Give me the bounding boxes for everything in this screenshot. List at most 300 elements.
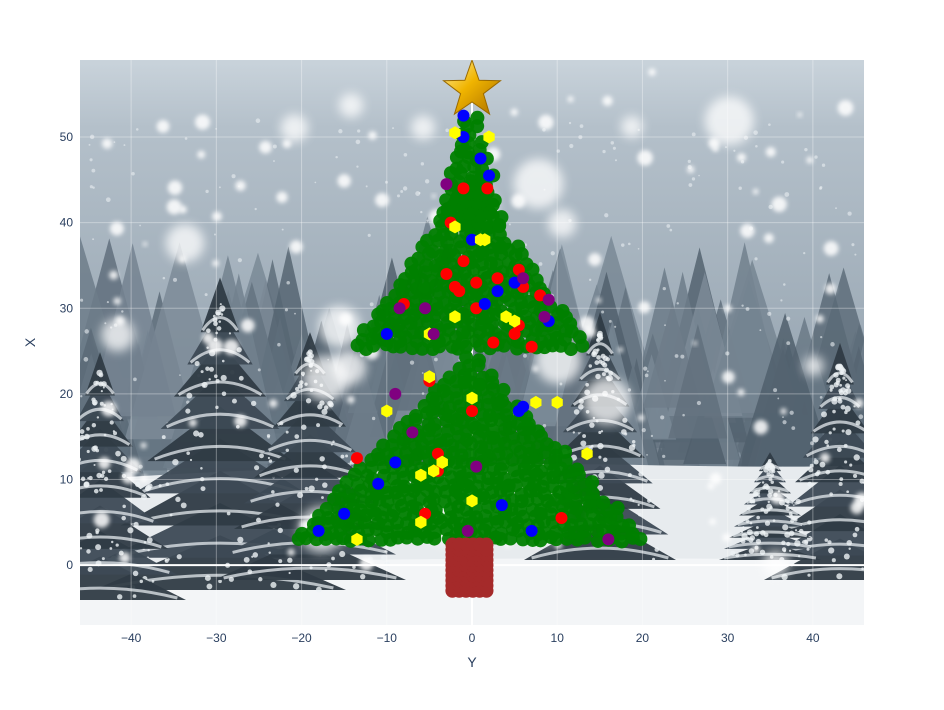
snowflake bbox=[109, 271, 118, 280]
fir-snow-speck bbox=[825, 470, 830, 475]
ornament-point bbox=[517, 401, 529, 413]
fir-snow-speck bbox=[97, 416, 99, 418]
ornament-point bbox=[543, 294, 555, 306]
snowflake bbox=[710, 473, 722, 485]
fir-snow-speck bbox=[33, 594, 37, 598]
fir-snow-speck bbox=[289, 572, 291, 574]
fir-snow-speck bbox=[573, 431, 575, 433]
snowflake bbox=[115, 316, 125, 326]
snowflake bbox=[411, 116, 435, 140]
fir-snow-speck bbox=[598, 456, 601, 459]
fir-snow-speck bbox=[846, 490, 849, 493]
x-tick-label: −10 bbox=[376, 631, 397, 645]
ornament-point bbox=[462, 525, 474, 537]
tree-point bbox=[470, 111, 484, 125]
fir-snow-speck bbox=[104, 477, 108, 481]
fir-snow-speck bbox=[141, 494, 147, 500]
y-tick-label: 50 bbox=[59, 130, 73, 145]
fir-snow-speck bbox=[309, 566, 312, 569]
snowflake bbox=[583, 377, 631, 425]
fir-snow-speck bbox=[865, 526, 870, 531]
fir-snow-speck bbox=[251, 401, 256, 406]
snowflake bbox=[347, 396, 355, 404]
fir-snow-speck bbox=[222, 360, 225, 363]
fir-snow-speck bbox=[868, 546, 872, 550]
fir-snow-speck bbox=[831, 398, 837, 404]
trunk-point bbox=[479, 538, 493, 552]
fir-snow-speck bbox=[853, 474, 857, 478]
forest-snow-speck bbox=[91, 169, 95, 173]
fir-snow-speck bbox=[190, 459, 192, 461]
forest-snow-speck bbox=[767, 312, 771, 316]
forest-snow-speck bbox=[400, 190, 403, 193]
forest-snow-speck bbox=[84, 329, 89, 334]
forest-snow-speck bbox=[370, 302, 374, 306]
forest-snow-speck bbox=[680, 355, 684, 359]
fir-snow-speck bbox=[221, 313, 224, 316]
forest-snow-speck bbox=[569, 122, 571, 124]
forest-snow-speck bbox=[415, 191, 420, 196]
snowflake bbox=[360, 557, 374, 571]
snowflake bbox=[568, 96, 574, 102]
fir-snow-speck bbox=[781, 541, 785, 545]
fir-snow-speck bbox=[45, 573, 48, 576]
fir-snow-speck bbox=[621, 429, 627, 435]
plot-area bbox=[14, 60, 916, 625]
forest-snow-speck bbox=[397, 194, 400, 197]
forest-snow-speck bbox=[421, 162, 424, 165]
forest-snow-speck bbox=[89, 144, 91, 146]
fir-snow-speck bbox=[604, 368, 609, 373]
fir-snow-speck bbox=[794, 540, 800, 546]
forest-snow-speck bbox=[851, 243, 854, 246]
ornament-point bbox=[440, 268, 452, 280]
ornament-point bbox=[419, 302, 431, 314]
fir-snow-speck bbox=[268, 552, 270, 554]
forest-snow-speck bbox=[746, 307, 750, 311]
fir-snow-speck bbox=[93, 445, 98, 450]
snowflake bbox=[763, 551, 789, 577]
fir-snow-speck bbox=[101, 390, 103, 392]
fir-snow-speck bbox=[42, 537, 47, 542]
forest-snow-speck bbox=[232, 174, 236, 178]
fir-snow-speck bbox=[836, 381, 840, 385]
forest-snow-speck bbox=[677, 302, 679, 304]
forest-snow-speck bbox=[356, 165, 358, 167]
fir-snow-speck bbox=[44, 555, 48, 559]
fir-snow-speck bbox=[345, 454, 348, 457]
forest-snow-speck bbox=[609, 320, 612, 323]
snowflake bbox=[780, 408, 786, 414]
fir-snow-speck bbox=[741, 533, 747, 539]
fir-snow-speck bbox=[145, 486, 150, 491]
fir-snow-speck bbox=[580, 440, 586, 446]
fir-snow-speck bbox=[601, 361, 606, 366]
snowflake bbox=[602, 96, 612, 106]
ornament-point bbox=[406, 426, 418, 438]
forest-snow-speck bbox=[445, 129, 449, 133]
snowflake bbox=[102, 138, 113, 149]
fir-snow-speck bbox=[286, 449, 289, 452]
fir-snow-speck bbox=[133, 571, 139, 577]
forest-snow-speck bbox=[664, 324, 666, 326]
fir-snow-speck bbox=[202, 382, 208, 388]
snowflake bbox=[838, 100, 854, 116]
fir-snow-speck bbox=[75, 499, 77, 501]
fir-snow-speck bbox=[321, 496, 324, 499]
fir-snow-speck bbox=[799, 529, 804, 534]
fir-snow-speck bbox=[574, 409, 580, 415]
ornament-point bbox=[496, 499, 508, 511]
fir-snow-speck bbox=[760, 550, 765, 555]
fir-snow-speck bbox=[102, 471, 105, 474]
fir-snow-speck bbox=[844, 444, 848, 448]
fir-snow-speck bbox=[162, 435, 166, 439]
forest-snow-speck bbox=[205, 293, 208, 296]
fir-snow-speck bbox=[256, 518, 261, 523]
ornament-point bbox=[372, 478, 384, 490]
fir-snow-speck bbox=[134, 522, 139, 527]
snowflake bbox=[212, 260, 219, 267]
forest-snow-speck bbox=[830, 342, 835, 347]
fir-snow-speck bbox=[205, 575, 211, 581]
forest-snow-speck bbox=[589, 279, 591, 281]
snowflake bbox=[202, 332, 214, 344]
snowflake bbox=[290, 240, 303, 253]
forest-snow-speck bbox=[628, 243, 631, 246]
fir-snow-speck bbox=[121, 516, 126, 521]
fir-snow-speck bbox=[52, 529, 56, 533]
fir-snow-speck bbox=[218, 320, 221, 323]
fir-snow-speck bbox=[290, 392, 296, 398]
forest-snow-speck bbox=[425, 179, 429, 183]
forest-snow-speck bbox=[810, 441, 814, 445]
snowflake bbox=[737, 153, 746, 162]
forest-snow-speck bbox=[286, 281, 290, 285]
fir-snow-speck bbox=[827, 540, 831, 544]
fir-snow-speck bbox=[830, 389, 833, 392]
fir-snow-speck bbox=[322, 482, 328, 488]
fir-snow-speck bbox=[821, 411, 827, 417]
fir-snow-speck bbox=[765, 485, 770, 490]
fir-snow-speck bbox=[594, 360, 599, 365]
forest-snow-speck bbox=[847, 212, 851, 216]
snowflake bbox=[752, 545, 760, 553]
fir-snow-speck bbox=[847, 386, 850, 389]
snowflake bbox=[326, 404, 331, 409]
ornament-point bbox=[389, 388, 401, 400]
fir-snow-speck bbox=[319, 400, 324, 405]
fir-snow-speck bbox=[746, 519, 750, 523]
snowflake bbox=[804, 356, 824, 376]
fir-snow-speck bbox=[86, 533, 92, 539]
snowflake bbox=[168, 180, 182, 194]
forest-snow-speck bbox=[682, 414, 685, 417]
fir-snow-speck bbox=[307, 355, 313, 361]
forest-snow-speck bbox=[92, 186, 95, 189]
fir-snow-speck bbox=[807, 574, 810, 577]
fir-snow-speck bbox=[766, 472, 770, 476]
fir-snow-speck bbox=[104, 434, 107, 437]
fir-snow-speck bbox=[598, 472, 604, 478]
fir-snow-speck bbox=[93, 464, 95, 466]
forest-snow-speck bbox=[822, 164, 825, 167]
forest-snow-speck bbox=[688, 160, 691, 163]
ornament-point bbox=[313, 525, 325, 537]
snowflake bbox=[276, 192, 287, 203]
fir-snow-speck bbox=[140, 580, 143, 583]
y-tick-label: 10 bbox=[59, 472, 73, 487]
fir-snow-speck bbox=[807, 482, 812, 487]
fir-snow-speck bbox=[339, 551, 345, 557]
forest-snow-speck bbox=[404, 153, 408, 157]
x-tick-label: 10 bbox=[550, 631, 564, 645]
fir-snow-speck bbox=[102, 557, 105, 560]
series-trunk bbox=[445, 538, 493, 598]
x-tick-label: 40 bbox=[806, 631, 820, 645]
fir-snow-speck bbox=[294, 434, 299, 439]
fir-snow-speck bbox=[209, 367, 214, 372]
fir-snow-speck bbox=[825, 538, 829, 542]
fir-snow-speck bbox=[829, 431, 832, 434]
ornament-point bbox=[466, 405, 478, 417]
fir-snow-speck bbox=[597, 443, 603, 449]
fir-snow-speck bbox=[854, 454, 860, 460]
fir-snow-speck bbox=[117, 594, 122, 599]
fir-snow-speck bbox=[331, 557, 335, 561]
fir-snow-speck bbox=[622, 418, 627, 423]
forest-snow-speck bbox=[621, 243, 624, 246]
forest-snow-speck bbox=[602, 150, 605, 153]
forest-snow-speck bbox=[697, 401, 701, 405]
fir-snow-speck bbox=[829, 492, 833, 496]
fir-snow-speck bbox=[259, 453, 264, 458]
forest-snow-speck bbox=[698, 175, 700, 177]
snowflake bbox=[339, 313, 352, 326]
fir-snow-speck bbox=[270, 582, 276, 588]
tree-point bbox=[494, 210, 508, 224]
fir-snow-speck bbox=[770, 481, 773, 484]
fir-snow-speck bbox=[51, 513, 55, 517]
fir-snow-speck bbox=[258, 577, 262, 581]
fir-snow-speck bbox=[217, 326, 222, 331]
fir-snow-speck bbox=[838, 399, 843, 404]
fir-snow-speck bbox=[103, 387, 105, 389]
ornament-point bbox=[338, 508, 350, 520]
fir-snow-speck bbox=[638, 513, 642, 517]
forest-snow-speck bbox=[601, 310, 604, 313]
forest-snow-speck bbox=[835, 207, 837, 209]
fir-snow-speck bbox=[80, 547, 82, 549]
snowflake bbox=[235, 180, 245, 190]
x-tick-label: −30 bbox=[206, 631, 227, 645]
fir-snow-speck bbox=[115, 451, 121, 457]
fir-snow-speck bbox=[730, 551, 735, 556]
forest-snow-speck bbox=[410, 360, 414, 364]
snowflake bbox=[113, 297, 120, 304]
y-axis-label: X bbox=[22, 337, 38, 348]
x-tick-label: 0 bbox=[468, 631, 476, 645]
forest-snow-speck bbox=[791, 426, 795, 430]
ornament-point bbox=[389, 456, 401, 468]
forest-snow-speck bbox=[647, 370, 649, 372]
snowflake bbox=[596, 298, 601, 303]
ornament-point bbox=[483, 170, 495, 182]
snowflake bbox=[195, 115, 210, 130]
snowflake bbox=[850, 501, 863, 514]
fir-snow-speck bbox=[116, 544, 119, 547]
fir-snow-speck bbox=[824, 440, 828, 444]
ornament-point bbox=[457, 182, 469, 194]
fir-snow-speck bbox=[42, 556, 46, 560]
fir-snow-speck bbox=[77, 457, 81, 461]
ornament-point bbox=[492, 285, 504, 297]
fir-snow-speck bbox=[267, 434, 270, 437]
forest-snow-speck bbox=[688, 183, 692, 187]
ornament-point bbox=[509, 328, 521, 340]
fir-snow-speck bbox=[254, 465, 259, 470]
fir-snow-speck bbox=[735, 553, 739, 557]
forest-snow-speck bbox=[741, 304, 743, 306]
fir-snow-speck bbox=[647, 499, 651, 503]
fir-snow-speck bbox=[216, 312, 220, 316]
forest-snow-speck bbox=[692, 132, 696, 136]
forest-snow-speck bbox=[106, 197, 111, 202]
fir-snow-speck bbox=[762, 531, 765, 534]
fir-snow-speck bbox=[247, 569, 252, 574]
fir-snow-speck bbox=[748, 537, 753, 542]
forest-snow-speck bbox=[803, 252, 805, 254]
snowflake bbox=[98, 457, 110, 469]
snowflake bbox=[621, 116, 643, 138]
snowflake bbox=[223, 339, 239, 355]
forest-snow-speck bbox=[551, 251, 555, 255]
fir-snow-speck bbox=[790, 519, 794, 523]
fir-snow-speck bbox=[271, 490, 275, 494]
forest-snow-speck bbox=[294, 313, 296, 315]
forest-snow-speck bbox=[434, 358, 438, 362]
fir-snow-speck bbox=[43, 574, 48, 579]
fir-snow-speck bbox=[147, 549, 149, 551]
fir-snow-speck bbox=[845, 429, 851, 435]
forest-snow-speck bbox=[614, 326, 616, 328]
snowflake bbox=[771, 197, 786, 212]
fir-snow-speck bbox=[605, 467, 611, 473]
fir-snow-speck bbox=[122, 505, 125, 508]
forest-snow-speck bbox=[738, 186, 741, 189]
fir-snow-speck bbox=[782, 524, 788, 530]
fir-snow-speck bbox=[600, 334, 603, 337]
tree-point bbox=[570, 462, 584, 476]
fir-snow-speck bbox=[110, 420, 114, 424]
fir-snow-speck bbox=[201, 370, 204, 373]
fir-snow-speck bbox=[159, 484, 162, 487]
fir-snow-speck bbox=[108, 469, 112, 473]
forest-snow-speck bbox=[786, 317, 790, 321]
snowflake bbox=[705, 97, 754, 146]
forest-snow-speck bbox=[392, 127, 394, 129]
fir-snow-speck bbox=[269, 459, 272, 462]
fir-snow-speck bbox=[297, 492, 303, 498]
fir-snow-speck bbox=[828, 547, 834, 553]
fir-snow-speck bbox=[841, 405, 846, 410]
fir-snow-speck bbox=[763, 467, 769, 473]
ornament-point bbox=[538, 311, 550, 323]
tree-point bbox=[585, 475, 599, 489]
fir-snow-speck bbox=[750, 522, 753, 525]
fir-snow-speck bbox=[229, 332, 231, 334]
forest-snow-speck bbox=[777, 398, 779, 400]
forest-snow-speck bbox=[768, 123, 771, 126]
fir-snow-speck bbox=[92, 423, 96, 427]
fir-snow-speck bbox=[206, 583, 212, 589]
forest-snow-speck bbox=[173, 278, 177, 282]
snowflake bbox=[764, 233, 774, 243]
fir-snow-speck bbox=[177, 554, 182, 559]
snowflake bbox=[287, 549, 294, 556]
forest-snow-speck bbox=[90, 158, 93, 161]
fir-snow-speck bbox=[200, 467, 203, 470]
snowflake bbox=[259, 141, 272, 154]
fir-snow-speck bbox=[86, 427, 90, 431]
snowflake bbox=[754, 420, 769, 435]
forest-snow-speck bbox=[179, 374, 181, 376]
forest-snow-speck bbox=[356, 140, 361, 145]
fir-snow-speck bbox=[166, 482, 170, 486]
snowflake bbox=[511, 109, 518, 116]
snowflake bbox=[618, 347, 623, 352]
snowflake bbox=[368, 131, 377, 140]
fir-snow-speck bbox=[99, 488, 103, 492]
forest-snow-speck bbox=[733, 150, 735, 152]
fir-snow-speck bbox=[55, 572, 57, 575]
fir-snow-speck bbox=[83, 482, 89, 488]
fir-snow-speck bbox=[268, 457, 270, 459]
fir-snow-speck bbox=[868, 493, 873, 498]
x-tick-label: 30 bbox=[720, 631, 735, 645]
fir-snow-speck bbox=[74, 489, 79, 494]
forest-snow-speck bbox=[282, 229, 284, 231]
fir-snow-speck bbox=[88, 567, 93, 572]
snowflake bbox=[189, 419, 197, 427]
forest-snow-speck bbox=[664, 380, 666, 382]
snowflake bbox=[212, 212, 222, 222]
snowflake bbox=[269, 399, 277, 407]
snowflake bbox=[167, 199, 182, 214]
forest-snow-speck bbox=[124, 144, 126, 146]
fir-snow-speck bbox=[839, 384, 842, 387]
forest-snow-speck bbox=[820, 396, 823, 399]
forest-snow-speck bbox=[643, 367, 647, 371]
fir-snow-speck bbox=[628, 473, 632, 477]
forest-snow-speck bbox=[338, 129, 342, 133]
fir-snow-speck bbox=[756, 516, 760, 520]
fir-snow-speck bbox=[796, 499, 801, 504]
fir-snow-speck bbox=[744, 554, 747, 557]
fir-snow-speck bbox=[601, 354, 606, 359]
tree-point bbox=[556, 304, 570, 318]
forest-snow-speck bbox=[615, 159, 617, 161]
forest-snow-speck bbox=[645, 374, 649, 378]
forest-snow-speck bbox=[219, 186, 221, 188]
forest-snow-speck bbox=[131, 172, 134, 175]
forest-snow-speck bbox=[786, 341, 790, 345]
fir-snow-speck bbox=[305, 487, 309, 491]
fir-snow-speck bbox=[603, 458, 607, 462]
snowflake bbox=[737, 389, 744, 396]
fir-snow-speck bbox=[741, 531, 743, 533]
snowflake bbox=[638, 301, 650, 313]
